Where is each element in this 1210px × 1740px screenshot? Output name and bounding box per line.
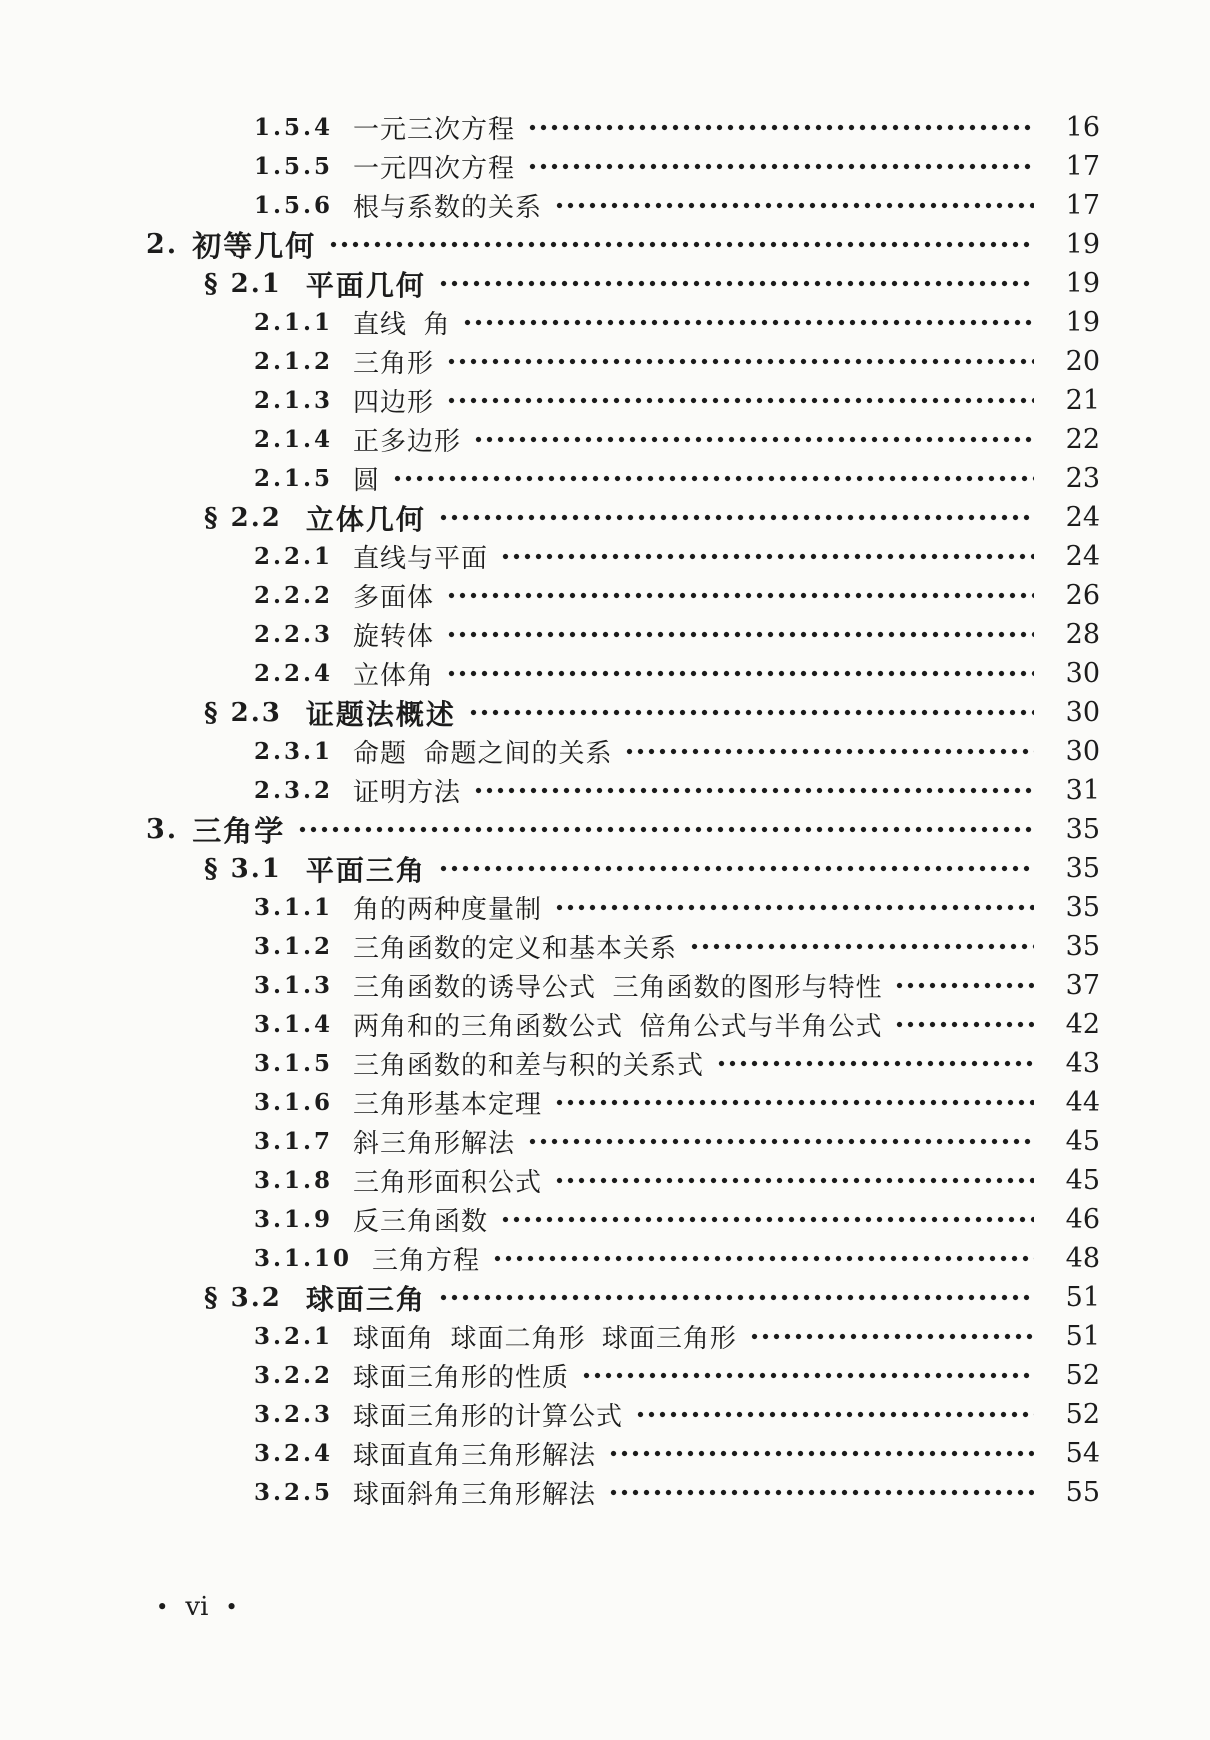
dot-leader bbox=[554, 888, 1034, 927]
toc-list bbox=[146, 108, 1100, 1512]
toc-entry-number: 2.3.1 bbox=[254, 738, 334, 765]
toc-entry bbox=[146, 1473, 1100, 1512]
toc-entry bbox=[146, 888, 1100, 927]
toc-entry-title: 三角函数的诱导公式 三角函数的图形与特性 bbox=[353, 972, 883, 1002]
toc-entry-page: 35 bbox=[1065, 814, 1100, 845]
toc-entry bbox=[146, 966, 1100, 1005]
toc-entry bbox=[146, 459, 1100, 498]
toc-entry-title: 球面直角三角形解法 bbox=[353, 1440, 597, 1470]
toc-entry-page: 35 bbox=[1065, 892, 1100, 923]
dot-leader bbox=[468, 693, 1034, 732]
dot-leader bbox=[894, 966, 1034, 1005]
toc-entry-title: 球面三角 bbox=[305, 1283, 426, 1315]
toc-entry-number: 2.1.5 bbox=[254, 465, 334, 492]
toc-entry-number: 3.2.2 bbox=[254, 1362, 334, 1389]
dot-leader bbox=[462, 303, 1034, 342]
toc-entry-page: 30 bbox=[1065, 658, 1100, 689]
toc-entry-title: 圆 bbox=[353, 465, 381, 495]
toc-entry bbox=[146, 1278, 1100, 1317]
toc-entry bbox=[146, 810, 1100, 849]
toc-entry-title: 三角形基本定理 bbox=[353, 1089, 543, 1119]
toc-entry-number: 2.2.2 bbox=[254, 582, 334, 609]
footer-left-bullet-icon: • bbox=[156, 1594, 169, 1619]
dot-leader bbox=[492, 1239, 1034, 1278]
toc-entry-title: 直线与平面 bbox=[353, 543, 489, 573]
dot-leader bbox=[716, 1044, 1034, 1083]
dot-leader bbox=[438, 264, 1034, 303]
toc-entry-number: 3.1.6 bbox=[254, 1089, 334, 1116]
toc-entry-title: 三角函数的定义和基本关系 bbox=[353, 933, 678, 963]
dot-leader bbox=[392, 459, 1034, 498]
toc-entry-title: 球面三角形的计算公式 bbox=[353, 1401, 624, 1431]
toc-entry-number: 3.2.1 bbox=[254, 1323, 334, 1350]
footer-page-number: vi bbox=[185, 1592, 209, 1622]
dot-leader bbox=[473, 420, 1034, 459]
toc-entry-number: 3.2.5 bbox=[254, 1479, 334, 1506]
toc-entry-page: 16 bbox=[1065, 112, 1100, 143]
toc-entry-number: 3.1.5 bbox=[254, 1050, 334, 1077]
toc-entry-number: 3.1.4 bbox=[254, 1011, 334, 1038]
toc-entry-page: 43 bbox=[1065, 1048, 1100, 1079]
toc-entry bbox=[146, 147, 1100, 186]
toc-entry-page: 21 bbox=[1065, 385, 1100, 416]
dot-leader bbox=[608, 1434, 1034, 1473]
toc-entry bbox=[146, 654, 1100, 693]
toc-entry-title: 立体几何 bbox=[305, 503, 426, 535]
toc-entry-page: 17 bbox=[1065, 190, 1100, 221]
toc-entry-number: § 3.1 bbox=[204, 853, 282, 884]
toc-entry-title: 三角形 bbox=[353, 348, 435, 378]
toc-entry bbox=[146, 537, 1100, 576]
toc-entry bbox=[146, 1434, 1100, 1473]
toc-entry-title: 证明方法 bbox=[353, 777, 462, 807]
dot-leader bbox=[328, 225, 1034, 264]
toc-entry-page: 19 bbox=[1065, 307, 1100, 338]
toc-entry bbox=[146, 732, 1100, 771]
toc-entry bbox=[146, 264, 1100, 303]
toc-entry-number: § 2.2 bbox=[204, 502, 282, 533]
dot-leader bbox=[500, 1200, 1034, 1239]
toc-entry-number: 1.5.4 bbox=[254, 114, 334, 141]
page-footer bbox=[156, 1592, 238, 1622]
toc-entry bbox=[146, 1356, 1100, 1395]
toc-entry bbox=[146, 225, 1100, 264]
toc-entry-title: 多面体 bbox=[353, 582, 435, 612]
dot-leader bbox=[581, 1356, 1034, 1395]
toc-entry bbox=[146, 1317, 1100, 1356]
toc-entry-number: 3. bbox=[146, 814, 179, 845]
toc-entry-number: 2.2.4 bbox=[254, 660, 334, 687]
toc-entry-page: 23 bbox=[1065, 463, 1100, 494]
toc-entry-title: 球面三角形的性质 bbox=[353, 1362, 570, 1392]
toc-entry-title: 正多边形 bbox=[353, 426, 462, 456]
dot-leader bbox=[446, 342, 1034, 381]
toc-entry-page: 52 bbox=[1065, 1399, 1100, 1430]
toc-entry-page: 26 bbox=[1065, 580, 1100, 611]
dot-leader bbox=[894, 1005, 1034, 1044]
toc-entry-title: 三角函数的和差与积的关系式 bbox=[353, 1050, 705, 1080]
toc-entry bbox=[146, 342, 1100, 381]
toc-entry-title: 旋转体 bbox=[353, 621, 435, 651]
toc-entry-title: 立体角 bbox=[353, 660, 435, 690]
dot-leader bbox=[554, 1161, 1034, 1200]
dot-leader bbox=[473, 771, 1034, 810]
toc-entry-number: 3.1.10 bbox=[254, 1245, 353, 1272]
dot-leader bbox=[438, 849, 1034, 888]
toc-entry-number: 3.2.4 bbox=[254, 1440, 334, 1467]
toc-entry-number: 2.2.1 bbox=[254, 543, 334, 570]
toc-entry-number: 2.3.2 bbox=[254, 777, 334, 804]
toc-entry-title: 三角学 bbox=[192, 816, 286, 848]
toc-entry-number: 3.1.3 bbox=[254, 972, 334, 999]
toc-entry-page: 52 bbox=[1065, 1360, 1100, 1391]
toc-entry bbox=[146, 615, 1100, 654]
toc-entry bbox=[146, 381, 1100, 420]
toc-entry-title: 证题法概述 bbox=[305, 698, 456, 730]
dot-leader bbox=[527, 108, 1034, 147]
toc-entry-number: 3.1.8 bbox=[254, 1167, 334, 1194]
toc-entry bbox=[146, 498, 1100, 537]
toc-entry-page: 35 bbox=[1065, 853, 1100, 884]
toc-entry bbox=[146, 1239, 1100, 1278]
toc-entry-title: 三角方程 bbox=[372, 1245, 481, 1275]
toc-entry bbox=[146, 186, 1100, 225]
dot-leader bbox=[527, 1122, 1034, 1161]
toc-entry-number: § 2.1 bbox=[204, 268, 282, 299]
toc-entry-page: 28 bbox=[1065, 619, 1100, 650]
toc-entry-page: 19 bbox=[1065, 268, 1100, 299]
toc-entry-number: 1.5.5 bbox=[254, 153, 334, 180]
toc-entry-number: 3.1.7 bbox=[254, 1128, 334, 1155]
toc-entry-title: 三角形面积公式 bbox=[353, 1167, 543, 1197]
toc-entry-title: 一元三次方程 bbox=[353, 114, 516, 144]
toc-entry-page: 20 bbox=[1065, 346, 1100, 377]
toc-entry-page: 17 bbox=[1065, 151, 1100, 182]
toc-entry-number: 2.2.3 bbox=[254, 621, 334, 648]
dot-leader bbox=[438, 498, 1034, 537]
toc-entry-page: 22 bbox=[1065, 424, 1100, 455]
toc-entry-title: 球面角 球面二角形 球面三角形 bbox=[353, 1323, 737, 1353]
dot-leader bbox=[446, 381, 1034, 420]
toc-entry-number: 2.1.2 bbox=[254, 348, 334, 375]
toc-entry-number: 3.1.9 bbox=[254, 1206, 334, 1233]
toc-entry bbox=[146, 1083, 1100, 1122]
toc-entry-title: 初等几何 bbox=[192, 231, 317, 263]
toc-entry bbox=[146, 1005, 1100, 1044]
toc-entry-page: 45 bbox=[1065, 1126, 1100, 1157]
toc-entry-number: 2. bbox=[146, 229, 179, 260]
toc-entry-page: 42 bbox=[1065, 1009, 1100, 1040]
toc-entry-page: 46 bbox=[1065, 1204, 1100, 1235]
toc-entry-title: 命题 命题之间的关系 bbox=[353, 738, 613, 768]
toc-entry-page: 54 bbox=[1065, 1438, 1100, 1469]
toc-entry-number: 2.1.4 bbox=[254, 426, 334, 453]
toc-entry-page: 44 bbox=[1065, 1087, 1100, 1118]
toc-entry-page: 51 bbox=[1065, 1321, 1100, 1352]
toc-entry-title: 反三角函数 bbox=[353, 1206, 489, 1236]
toc-entry bbox=[146, 1044, 1100, 1083]
dot-leader bbox=[624, 732, 1034, 771]
toc-entry bbox=[146, 576, 1100, 615]
toc-entry-page: 48 bbox=[1065, 1243, 1100, 1274]
toc-entry-page: 30 bbox=[1065, 736, 1100, 767]
toc-entry bbox=[146, 849, 1100, 888]
toc-entry bbox=[146, 771, 1100, 810]
dot-leader bbox=[438, 1278, 1034, 1317]
toc-entry-number: 2.1.1 bbox=[254, 309, 334, 336]
footer-right-bullet-icon: • bbox=[225, 1594, 238, 1619]
toc-entry-title: 两角和的三角函数公式 倍角公式与半角公式 bbox=[353, 1011, 883, 1041]
dot-leader bbox=[446, 576, 1034, 615]
dot-leader bbox=[446, 654, 1034, 693]
toc-entry bbox=[146, 303, 1100, 342]
dot-leader bbox=[527, 147, 1034, 186]
toc-entry-title: 根与系数的关系 bbox=[353, 192, 543, 222]
dot-leader bbox=[554, 1083, 1034, 1122]
toc-entry-page: 45 bbox=[1065, 1165, 1100, 1196]
dot-leader bbox=[297, 810, 1034, 849]
dot-leader bbox=[608, 1473, 1034, 1512]
toc-entry-title: 球面斜角三角形解法 bbox=[353, 1479, 597, 1509]
toc-entry bbox=[146, 1200, 1100, 1239]
dot-leader bbox=[689, 927, 1034, 966]
toc-entry-page: 30 bbox=[1065, 697, 1100, 728]
toc-entry bbox=[146, 693, 1100, 732]
dot-leader bbox=[554, 186, 1034, 225]
toc-entry-number: § 2.3 bbox=[204, 697, 282, 728]
toc-entry-page: 55 bbox=[1065, 1477, 1100, 1508]
toc-entry-title: 一元四次方程 bbox=[353, 153, 516, 183]
toc-entry-title: 平面几何 bbox=[305, 269, 426, 301]
toc-entry-title: 斜三角形解法 bbox=[353, 1128, 516, 1158]
toc-entry-title: 直线 角 bbox=[353, 309, 451, 339]
toc-entry-page: 19 bbox=[1065, 229, 1100, 260]
toc-entry bbox=[146, 108, 1100, 147]
toc-entry-number: 3.1.1 bbox=[254, 894, 334, 921]
toc-entry-title: 平面三角 bbox=[305, 854, 426, 886]
dot-leader bbox=[500, 537, 1034, 576]
toc-entry-page: 31 bbox=[1065, 775, 1100, 806]
dot-leader bbox=[749, 1317, 1034, 1356]
toc-entry bbox=[146, 1161, 1100, 1200]
toc-entry-number: 2.1.3 bbox=[254, 387, 334, 414]
toc-entry-title: 四边形 bbox=[353, 387, 435, 417]
toc-entry-page: 24 bbox=[1065, 502, 1100, 533]
toc-entry-page: 24 bbox=[1065, 541, 1100, 572]
toc-entry bbox=[146, 927, 1100, 966]
toc-entry-page: 37 bbox=[1065, 970, 1100, 1001]
toc-entry bbox=[146, 1122, 1100, 1161]
toc-entry-page: 35 bbox=[1065, 931, 1100, 962]
dot-leader bbox=[446, 615, 1034, 654]
toc-entry bbox=[146, 1395, 1100, 1434]
toc-entry-page: 51 bbox=[1065, 1282, 1100, 1313]
toc-entry bbox=[146, 420, 1100, 459]
dot-leader bbox=[635, 1395, 1034, 1434]
toc-entry-title: 角的两种度量制 bbox=[353, 894, 543, 924]
toc-entry-number: § 3.2 bbox=[204, 1282, 282, 1313]
toc-entry-number: 3.2.3 bbox=[254, 1401, 334, 1428]
toc-entry-number: 1.5.6 bbox=[254, 192, 334, 219]
toc-entry-number: 3.1.2 bbox=[254, 933, 334, 960]
